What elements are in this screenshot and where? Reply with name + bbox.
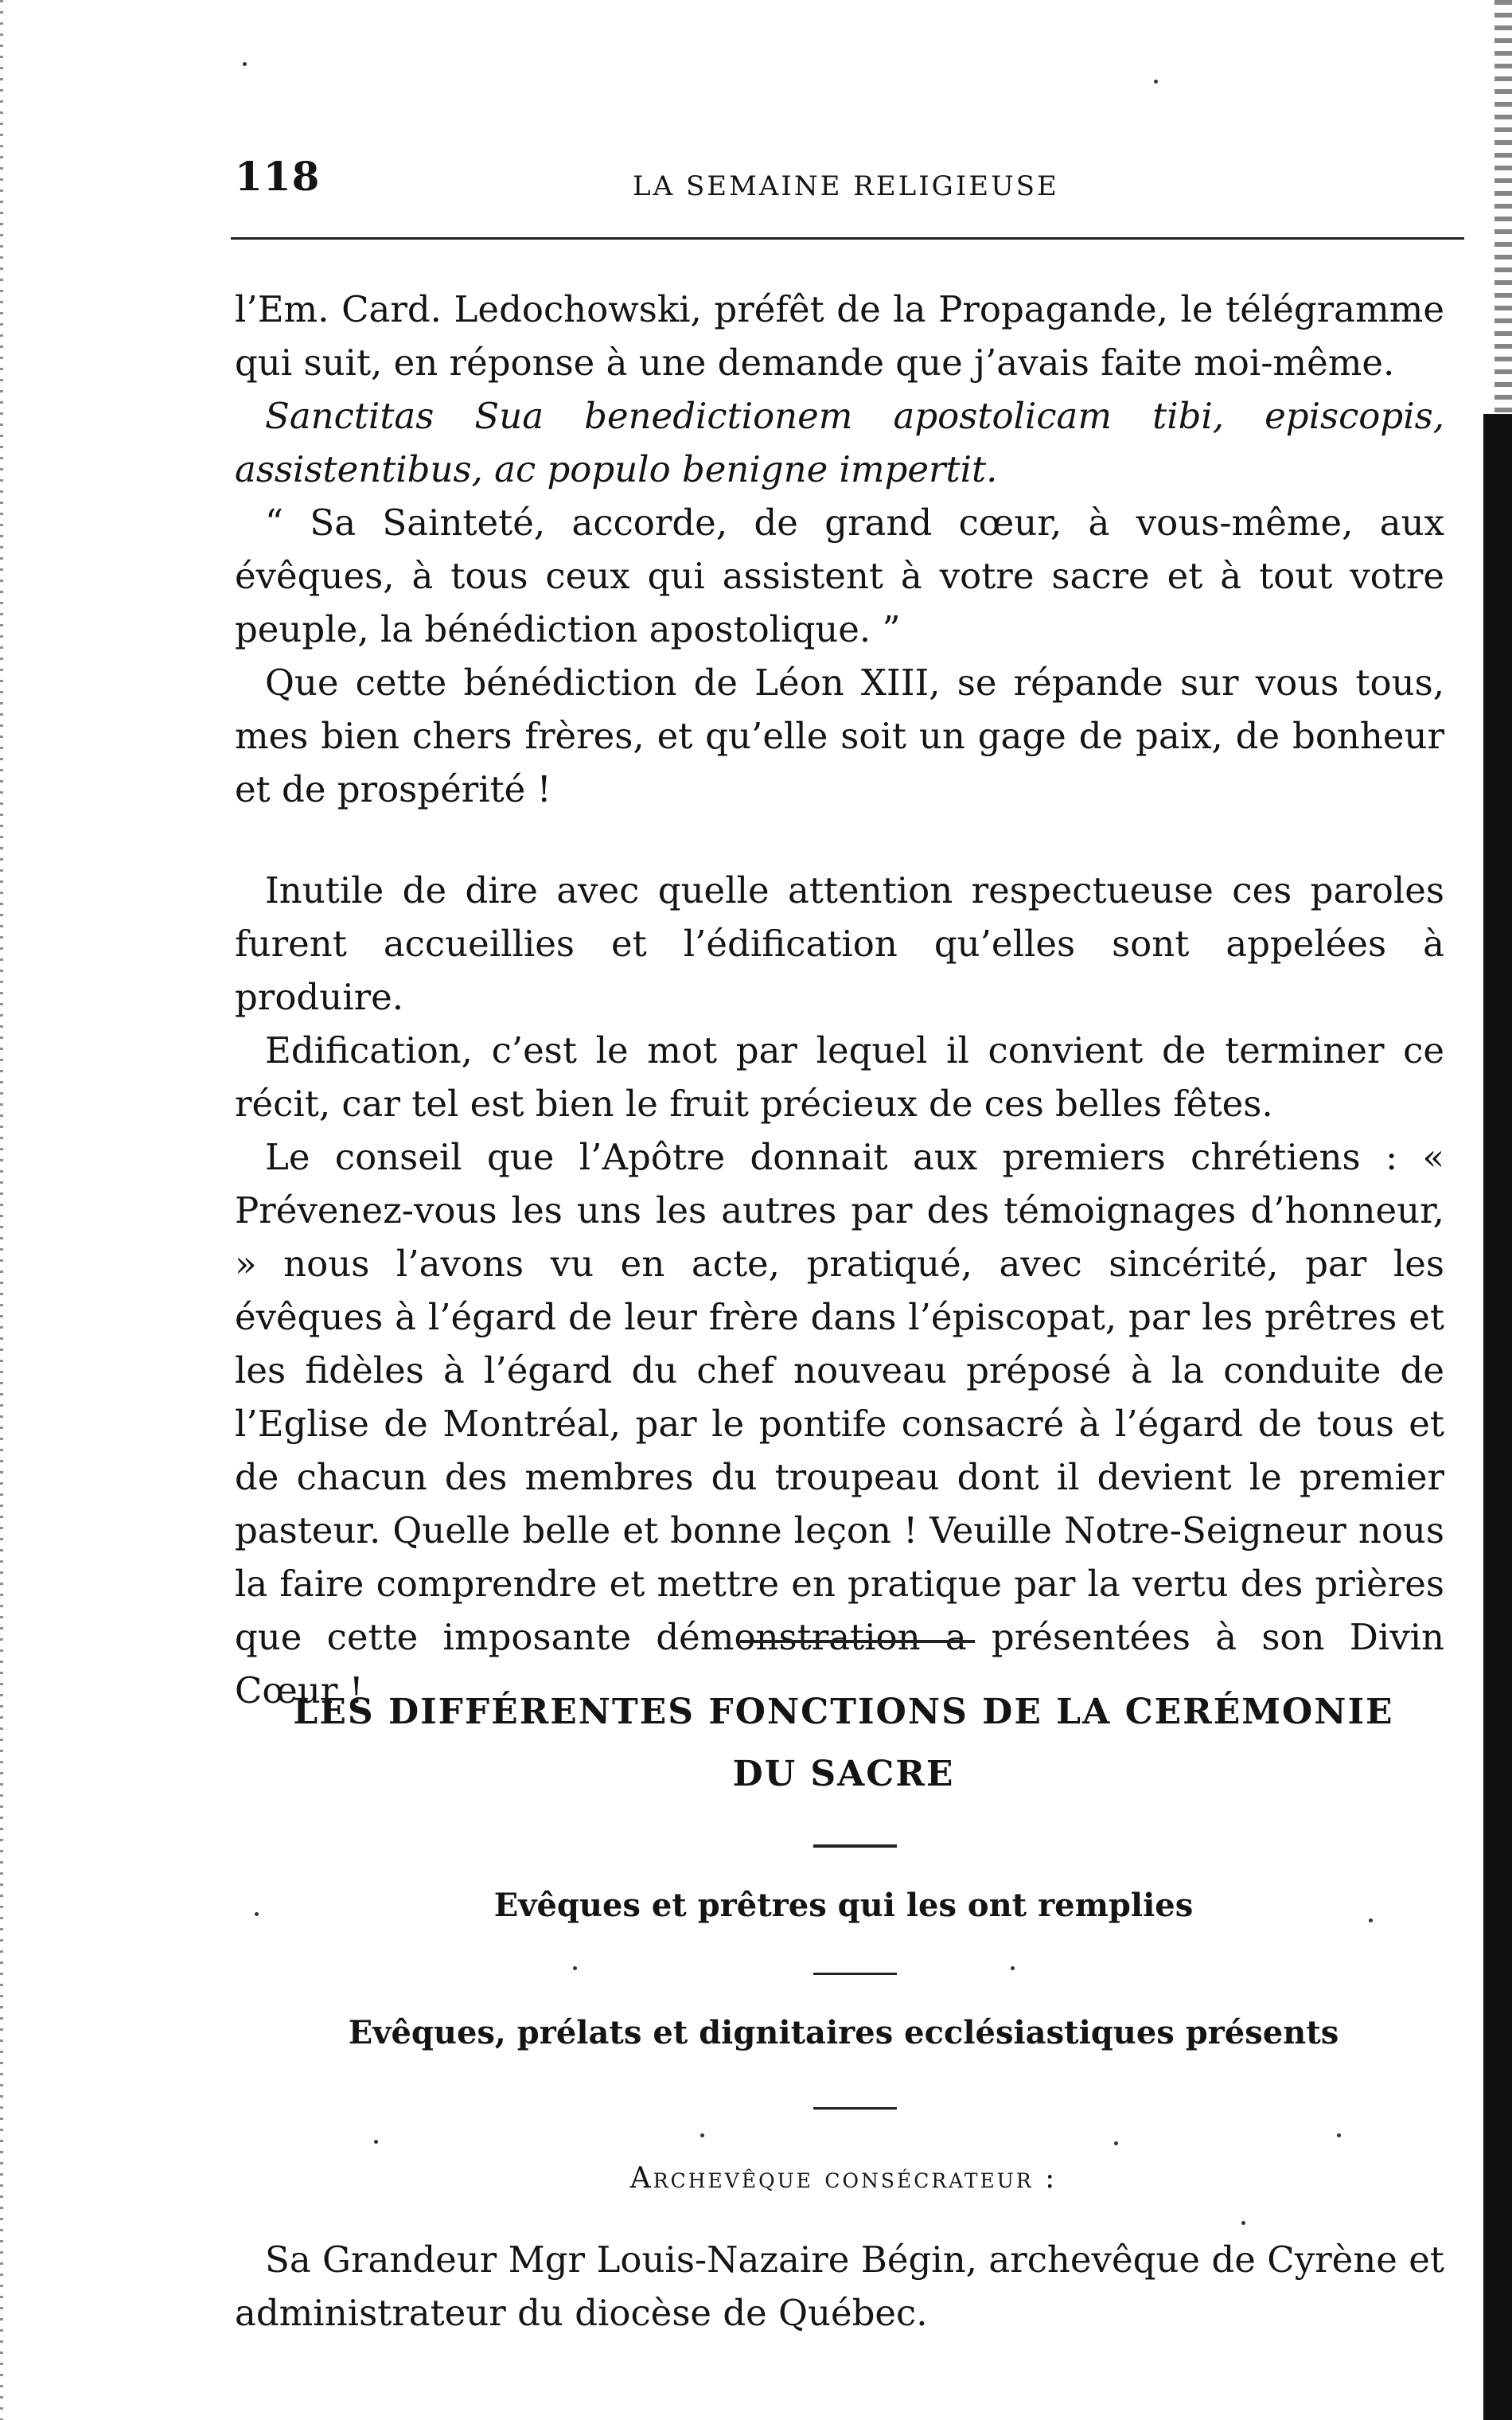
paragraph-conseil: Le conseil que l’Apôtre donnait aux premiers chrétiens : « Prévenez-vous les uns les autres par des témoignages d’honneur, » nous l’avons vu en acte, pratiqué, avec sincérité, par les évêques à l’égard de leur frère dans l’épiscopat, par les prêtres et les fidèles à l’égard du chef nouveau préposé à la conduite de l’Eglise de Montréal, par le pontife consacré à l’égard de tous et de chacun des membres du troupeau dont il devient le premier pasteur. Quelle belle et bonne leçon ! Veuille Notre-Seigneur nous la faire comprendre et mettre en pratique par la vertu des prières que cette imposante démonstration a présentées à son Divin Cœur ! [235,1136,1444,1712]
paragraph-translation: “ Sa Sainteté, accorde, de grand cœur, à vous-même, aux évêques, à tous ceux qui assistent à votre sacre et à tout votre peuple, la bénédiction apostolique. ” [235,502,1444,650]
paragraph-inutile: Inutile de dire avec quelle attention respectueuse ces paroles furent accueillies et l’édification qu’elles sont appelées à produire. [235,869,1444,1018]
section-title-line2: DU SACRE [732,1754,955,1794]
running-title: LA SEMAINE RELIGIEUSE [633,170,1059,202]
scan-speck [700,2133,704,2137]
binding-edge [1483,414,1512,2420]
scan-speck [374,2140,378,2144]
scan-speck [1011,1966,1015,1970]
scan-speck [255,1912,259,1916]
subheading-eveques-pretres: Evêques et prêtres qui les ont remplies [493,1887,1194,1924]
paragraph-telegram-intro: l’Em. Card. Ledochowski, préfêt de la Propagande, le télégramme qui suit, en réponse à une demande que j’avais faite moi-même. [235,288,1444,384]
section-title-line1: LES DIFFÉRENTES FONCTIONS DE LA CERÉMONIE [293,1692,1394,1732]
role-heading: Archevêque consécrateur : [629,2162,1058,2195]
scan-speck [243,62,247,66]
scan-edge-marks [0,0,3,2420]
body-text-upper [235,283,1444,816]
scan-speck [1369,1918,1373,1922]
binding-edge-top [1494,0,1512,414]
paragraph-blessing-wish: Que cette bénédiction de Léon XIII, se répande sur vous tous, mes bien chers frères, et qu’elle soit un gage de paix, de bonheur et de prospérité ! [235,662,1444,810]
body-text-lower [235,864,1444,1717]
scan-speck [1241,2221,1245,2225]
subhead-separator-2 [813,2107,897,2110]
paragraph-edification: Edification, c’est le mot par lequel il convient de terminer ce récit, car tel est bien le fruit précieux de ces belles fêtes. [235,1029,1444,1125]
paragraph-archeveque: Sa Grandeur Mgr Louis-Nazaire Bégin, archevêque de Cyrène et administrateur du diocèse de Québec. [235,2238,1444,2334]
page-number: 118 [235,153,321,200]
header-rule [231,237,1464,240]
scan-speck [573,1966,577,1970]
title-separator [813,1844,897,1848]
body-text-final [235,2233,1444,2340]
scan-speck [1154,80,1158,84]
subheading-dignitaires: Evêques, prélats et dignitaires ecclésiastiques présents [348,2014,1339,2051]
page-header [235,153,1452,209]
paragraph-latin-blessing: Sanctitas Sua benedictionem apostolicam tibi, episcopis, assistentibus, ac populo benigne impertit. [235,395,1444,490]
subhead-separator-1 [813,1973,897,1975]
scan-speck [1114,2141,1118,2145]
scan-speck [1337,2133,1341,2137]
section-separator [740,1640,975,1643]
